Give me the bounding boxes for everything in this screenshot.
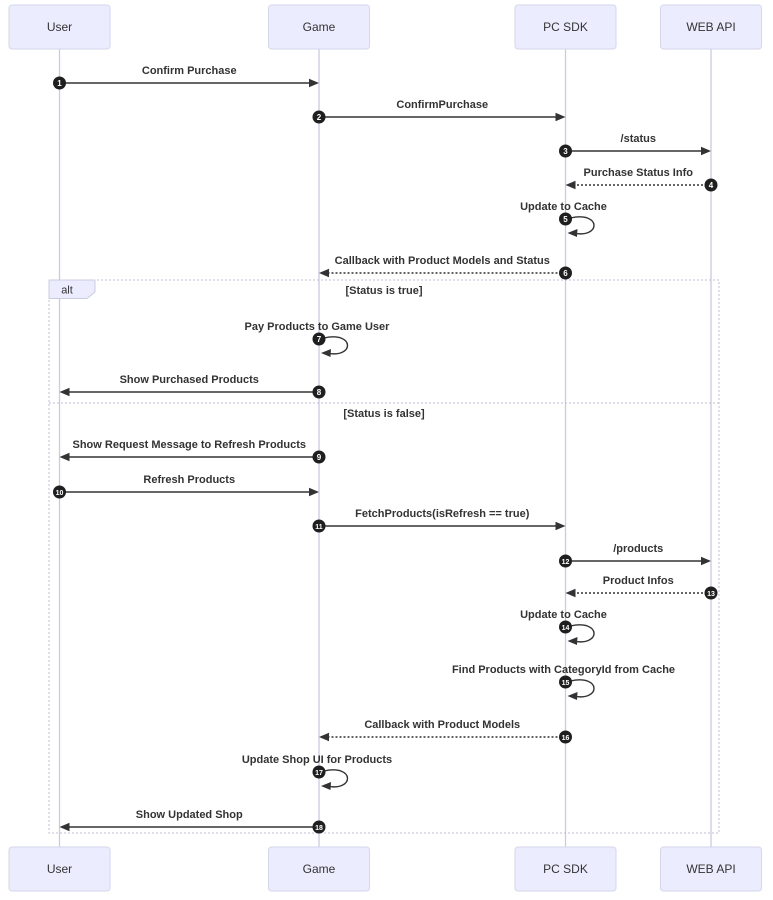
actor-label-top-user: User bbox=[46, 20, 73, 34]
message-number: 18 bbox=[315, 825, 323, 832]
message-15-label: Find Products with CategoryId from Cache bbox=[451, 664, 676, 676]
message-17-label: Update Shop UI for Products bbox=[241, 754, 393, 766]
message-14-label: Update to Cache bbox=[520, 609, 607, 621]
message-number: 1 bbox=[57, 79, 62, 88]
message-number: 9 bbox=[316, 453, 322, 462]
message-number: 5 bbox=[563, 215, 568, 224]
message-number: 4 bbox=[708, 181, 714, 190]
message-number: 3 bbox=[563, 147, 568, 156]
actor-label-top-webapi: WEB API bbox=[686, 20, 736, 34]
message-number: 17 bbox=[315, 770, 323, 777]
message-13-label: Product Infos bbox=[602, 575, 674, 587]
message-number: 7 bbox=[316, 335, 322, 344]
actor-label-bottom-user: User bbox=[46, 862, 73, 876]
message-8-label: Show Purchased Products bbox=[119, 374, 259, 386]
message-5-label: Update to Cache bbox=[520, 201, 607, 213]
message-number: 14 bbox=[561, 625, 570, 632]
message-11-label: FetchProducts(isRefresh == true) bbox=[355, 508, 530, 520]
message-3-label: /status bbox=[620, 133, 656, 145]
alt-label: alt bbox=[61, 284, 73, 297]
actor-label-top-game: Game bbox=[302, 20, 336, 34]
message-7-label: Pay Products to Game User bbox=[244, 321, 390, 333]
actor-label-bottom-pcsdk: PC SDK bbox=[543, 862, 588, 876]
message-number: 15 bbox=[561, 680, 570, 687]
actor-label-bottom-game: Game bbox=[302, 862, 336, 876]
message-number: 8 bbox=[316, 388, 322, 397]
message-number: 6 bbox=[563, 269, 568, 278]
alt-condition-1: [Status is true] bbox=[345, 285, 423, 297]
message-number: 2 bbox=[316, 113, 322, 122]
message-1-label: Confirm Purchase bbox=[141, 65, 237, 77]
message-12-label: /products bbox=[613, 543, 664, 555]
message-number: 11 bbox=[315, 524, 323, 531]
message-18-label: Show Updated Shop bbox=[135, 809, 243, 821]
message-16-label: Callback with Product Models bbox=[364, 719, 521, 731]
message-9-label: Show Request Message to Refresh Products bbox=[72, 439, 306, 451]
message-number: 10 bbox=[55, 490, 64, 497]
message-6-label: Callback with Product Models and Status bbox=[334, 255, 550, 267]
message-4-label: Purchase Status Info bbox=[583, 167, 693, 179]
actor-label-bottom-webapi: WEB API bbox=[686, 862, 736, 876]
message-number: 13 bbox=[707, 591, 715, 598]
message-2-label: ConfirmPurchase bbox=[396, 99, 489, 111]
message-number: 12 bbox=[561, 559, 570, 566]
message-10-label: Refresh Products bbox=[143, 474, 236, 486]
message-number: 16 bbox=[561, 735, 570, 742]
alt-condition-2: [Status is false] bbox=[343, 408, 425, 420]
actor-label-top-pcsdk: PC SDK bbox=[543, 20, 588, 34]
